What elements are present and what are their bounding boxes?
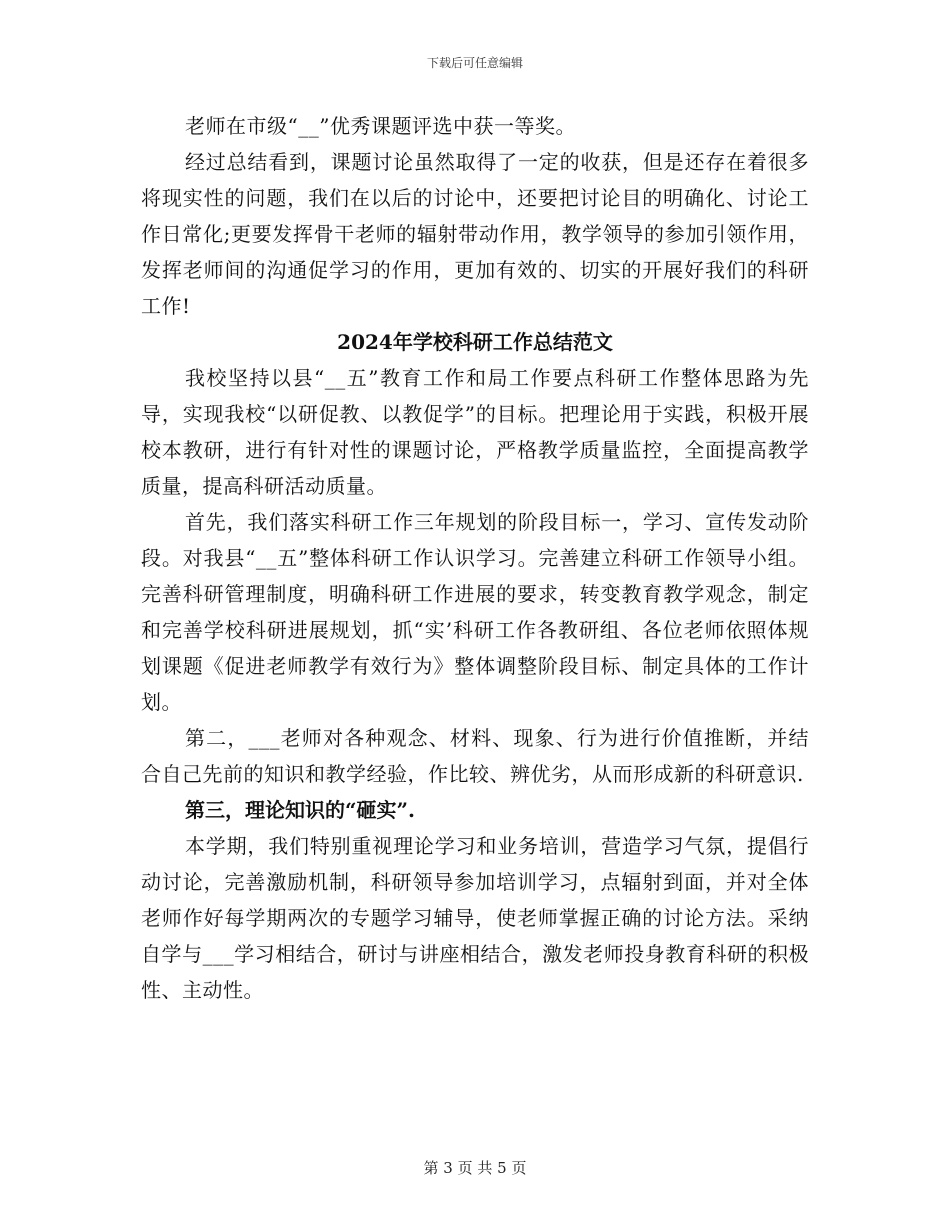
section-title: 2024年学校科研工作总结范文 (337, 330, 613, 354)
paragraph-first: 首先，我们落实科研工作三年规划的阶段目标一，学习、宣传发动阶段。对我县“__五”整体科研工作认识学习。完善建立科研工作领导小组。完善科研管理制度，明确科研工作进展的要求，转变教育教学观念，制定和完善学校科研进展规划，抓“实’科研工作各教研组、各位老师依照体规划课题《促进老师教学有效行为》整体调整阶段目标、制定具体的工作计划。 (141, 510, 809, 714)
document-body (141, 108, 809, 1008)
paragraph-second: 第二，___老师对各种观念、材料、现象、行为进行价值推断，并结合自己先前的知识和教学经验，作比较、辨优劣，从而形成新的科研意识. (141, 726, 809, 786)
paragraph-intro: 我校坚持以县“__五”教育工作和局工作要点科研工作整体思路为先导，实现我校“以研促教、以教促学”的目标。把理论用于实践，积极开展校本教研，进行有针对性的课题讨论，严格教学质量监控，全面提高教学质量，提高科研活动质量。 (141, 366, 809, 498)
page-header-note: 下载后可任意编辑 (426, 56, 523, 70)
page-number: 第 3 页 共 5 页 (423, 1159, 527, 1177)
paragraph-award: 老师在市级“__”优秀课题评选中获一等奖。 (185, 114, 576, 138)
paragraph-training: 本学期，我们特别重视理论学习和业务培训，营造学习气氛，提倡行动讨论，完善激励机制，科研领导参加培训学习，点辐射到面，并对全体老师作好每学期两次的专题学习辅导，使老师掌握正确的讨论方法。采纳自学与___学习相结合，研讨与讲座相结合，激发老师投身教育科研的积极性、主动性。 (141, 834, 809, 1002)
paragraph-summary: 经过总结看到，课题讨论虽然取得了一定的收获，但是还存在着很多将现实性的问题，我们在以后的讨论中，还要把讨论目的明确化、讨论工作日常化;更要发挥骨干老师的辐射带动作用，教学领导的参加引领作用，发挥老师间的沟通促学习的作用，更加有效的、切实的开展好我们的科研工作! (141, 150, 809, 318)
subheading-third: 第三，理论知识的“砸实”. (185, 798, 415, 822)
